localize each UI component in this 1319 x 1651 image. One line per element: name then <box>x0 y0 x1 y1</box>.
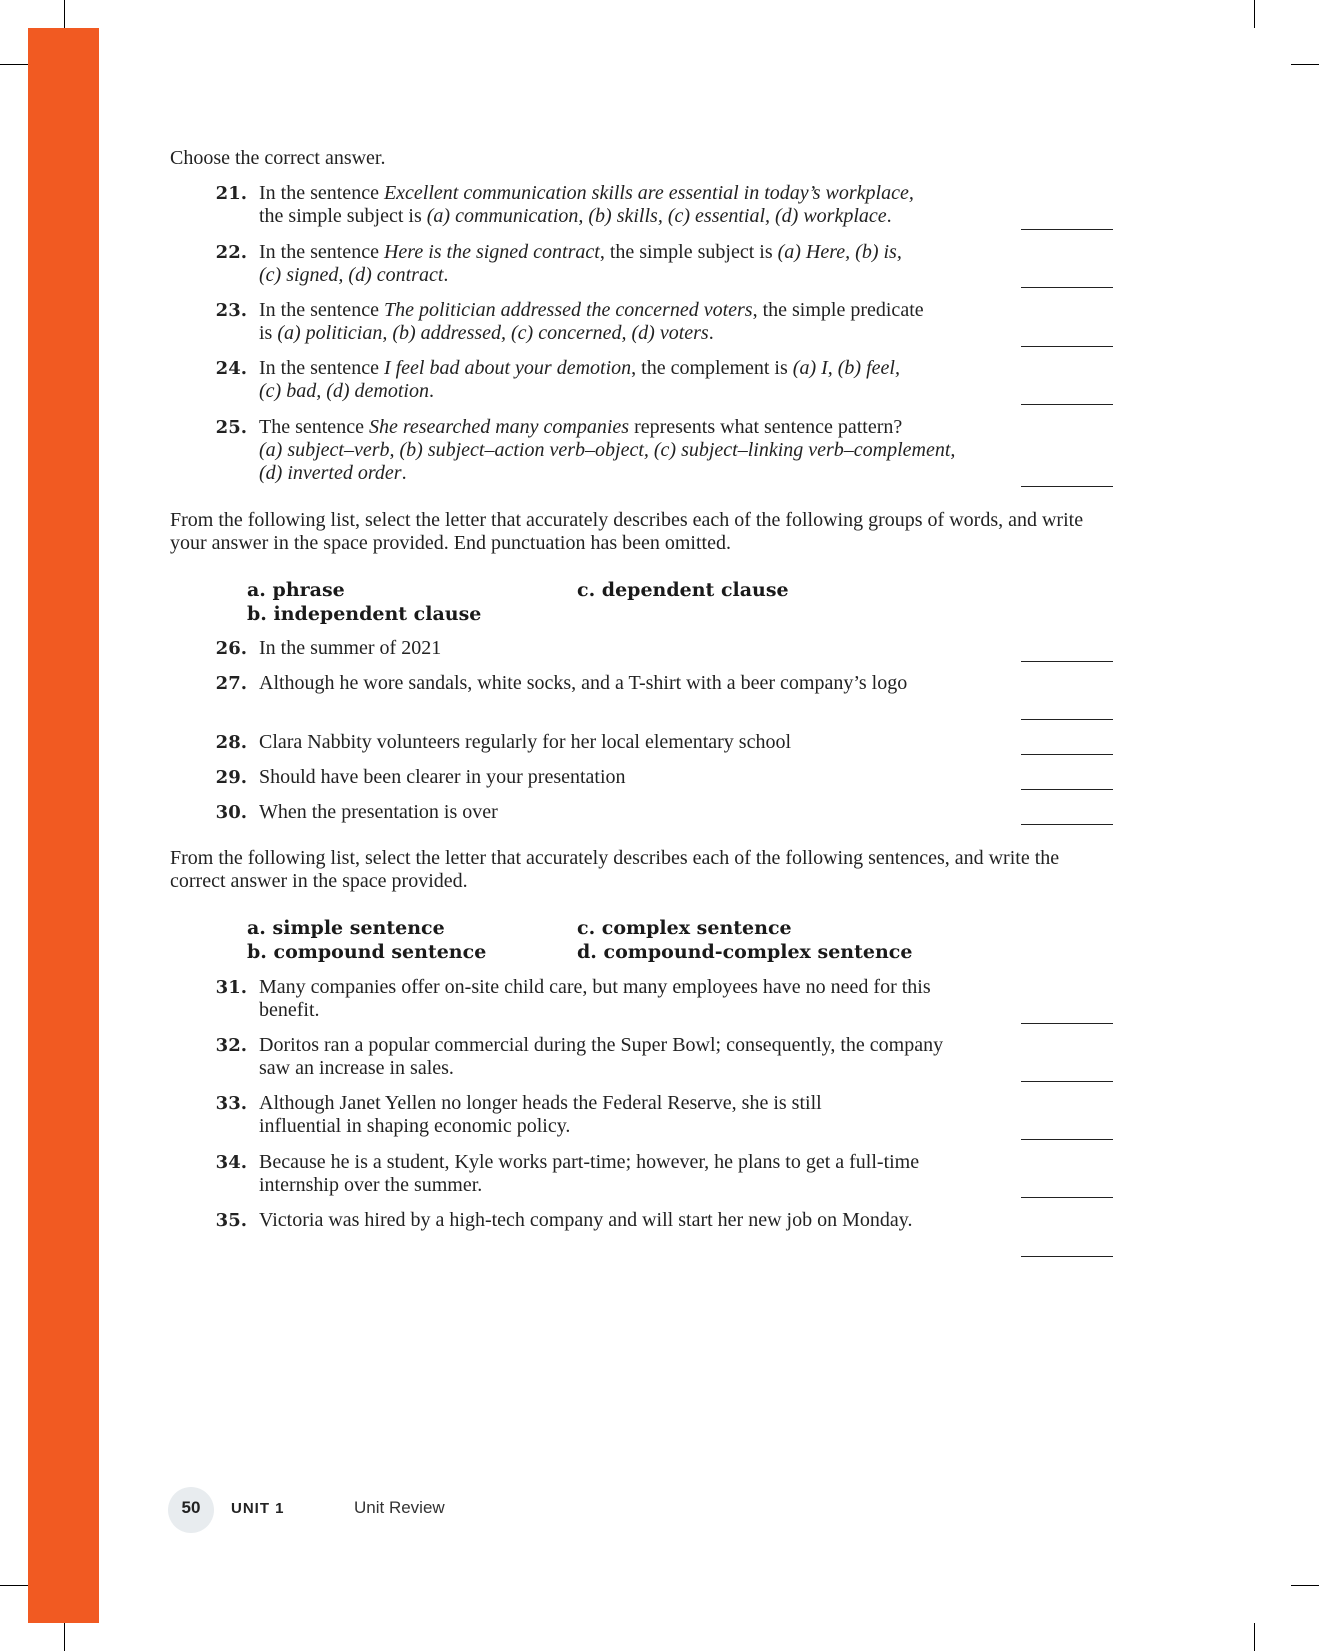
answer-blank-33[interactable] <box>1021 1139 1113 1140</box>
question-text: Although he wore sandals, white socks, and a T-shirt with a beer company’s logo <box>259 672 908 694</box>
question-number: 29. <box>215 767 247 788</box>
question-22 <box>200 241 970 287</box>
question-text: Because he is a student, Kyle works part-time; however, he plans to get a full-time internship over the summer. <box>259 1151 920 1196</box>
answer-blank-34[interactable] <box>1021 1197 1113 1198</box>
question-24 <box>200 357 970 403</box>
question-29 <box>200 766 970 789</box>
question-number: 31. <box>215 977 247 998</box>
section3-options <box>247 916 912 964</box>
orange-side-stripe <box>28 28 99 1623</box>
crop-mark <box>0 64 28 65</box>
question-33 <box>200 1092 970 1138</box>
question-31 <box>200 976 970 1022</box>
question-number: 25. <box>215 417 247 438</box>
question-30 <box>200 801 970 824</box>
question-number: 30. <box>215 802 247 823</box>
option-a: a. phrase <box>247 579 345 601</box>
section3-instruction: From the following list, select the letter that accurately describes each of the following sentences, and write the correct answer in the space provided. <box>170 847 1060 892</box>
question-number: 23. <box>215 300 247 321</box>
crop-mark <box>64 0 65 28</box>
answer-blank-27[interactable] <box>1021 719 1113 720</box>
question-number: 28. <box>215 732 247 753</box>
question-number: 26. <box>215 638 247 659</box>
answer-blank-29[interactable] <box>1021 789 1113 790</box>
question-text: Clara Nabbity volunteers regularly for her local elementary school <box>259 731 792 753</box>
question-28 <box>200 731 970 754</box>
question-25 <box>200 416 970 485</box>
answer-blank-28[interactable] <box>1021 754 1113 755</box>
question-21 <box>200 182 970 228</box>
question-number: 27. <box>215 673 247 694</box>
question-number: 32. <box>215 1035 247 1056</box>
question-text: In the sentence Excellent communication skills are essential in today’s workplace, the simple subject is (a) communication, (b) skills, (c) essential, (d) workplace. <box>259 182 914 227</box>
question-number: 35. <box>215 1210 247 1231</box>
question-text: Many companies offer on-site child care, but many employees have no need for this benefit. <box>259 976 931 1021</box>
option-c: c. dependent clause <box>577 579 789 601</box>
section2-instruction: From the following list, select the letter that accurately describes each of the following groups of words, and write your answer in the space provided. End punctuation has been omitted. <box>170 509 1084 554</box>
section2-options <box>247 578 789 626</box>
crop-mark <box>1291 1585 1319 1586</box>
unit-label: UNIT 1 <box>231 1500 285 1517</box>
page-number: 50 <box>181 1498 201 1517</box>
question-32 <box>200 1034 970 1080</box>
option-d: d. compound-complex sentence <box>577 941 913 963</box>
crop-mark <box>64 1623 65 1651</box>
answer-blank-32[interactable] <box>1021 1081 1113 1082</box>
answer-blank-24[interactable] <box>1021 404 1113 405</box>
question-34 <box>200 1151 970 1197</box>
question-23 <box>200 299 970 345</box>
question-number: 33. <box>215 1093 247 1114</box>
answer-blank-23[interactable] <box>1021 346 1113 347</box>
option-b: b. independent clause <box>247 603 482 625</box>
crop-mark <box>0 1585 28 1586</box>
question-number: 22. <box>215 242 247 263</box>
question-text: Although Janet Yellen no longer heads the Federal Reserve, she is still influential in shaping economic policy. <box>259 1092 822 1137</box>
answer-blank-35[interactable] <box>1021 1256 1113 1257</box>
question-number: 21. <box>215 183 247 204</box>
crop-mark <box>1254 1623 1255 1651</box>
crop-mark <box>1291 64 1319 65</box>
answer-blank-26[interactable] <box>1021 661 1113 662</box>
section1-instruction: Choose the correct answer. <box>170 147 386 169</box>
question-text: Doritos ran a popular commercial during the Super Bowl; consequently, the company saw an increase in sales. <box>259 1034 944 1079</box>
crop-mark <box>1254 0 1255 28</box>
option-c: c. complex sentence <box>577 917 792 939</box>
question-35 <box>200 1209 970 1232</box>
question-number: 34. <box>215 1152 247 1173</box>
answer-blank-22[interactable] <box>1021 287 1113 288</box>
question-27 <box>200 672 970 695</box>
question-text: In the sentence I feel bad about your demotion, the complement is (a) I, (b) feel, (c) bad, (d) demotion. <box>259 357 900 402</box>
answer-blank-30[interactable] <box>1021 824 1113 825</box>
question-text: When the presentation is over <box>259 801 498 823</box>
question-text: Victoria was hired by a high-tech company and will start her new job on Monday. <box>259 1209 913 1231</box>
question-text: In the sentence The politician addressed the concerned voters, the simple predicate is (a) politician, (b) addressed, (c) concerned, (d) voters. <box>259 299 924 344</box>
question-text: In the sentence Here is the signed contract, the simple subject is (a) Here, (b) is, (c) signed, (d) contract. <box>259 241 902 286</box>
section-title: Unit Review <box>354 1498 445 1517</box>
option-a: a. simple sentence <box>247 917 445 939</box>
option-b: b. compound sentence <box>247 941 487 963</box>
question-text: Should have been clearer in your presentation <box>259 766 626 788</box>
answer-blank-31[interactable] <box>1021 1023 1113 1024</box>
question-number: 24. <box>215 358 247 379</box>
question-text: In the summer of 2021 <box>259 637 442 659</box>
answer-blank-21[interactable] <box>1021 229 1113 230</box>
question-26 <box>200 637 970 660</box>
question-text: The sentence She researched many companies represents what sentence pattern? (a) subject–verb, (b) subject–action verb–object, (c) subject–linking verb–complement, (d) inverted order. <box>259 416 956 484</box>
answer-blank-25[interactable] <box>1021 486 1113 487</box>
